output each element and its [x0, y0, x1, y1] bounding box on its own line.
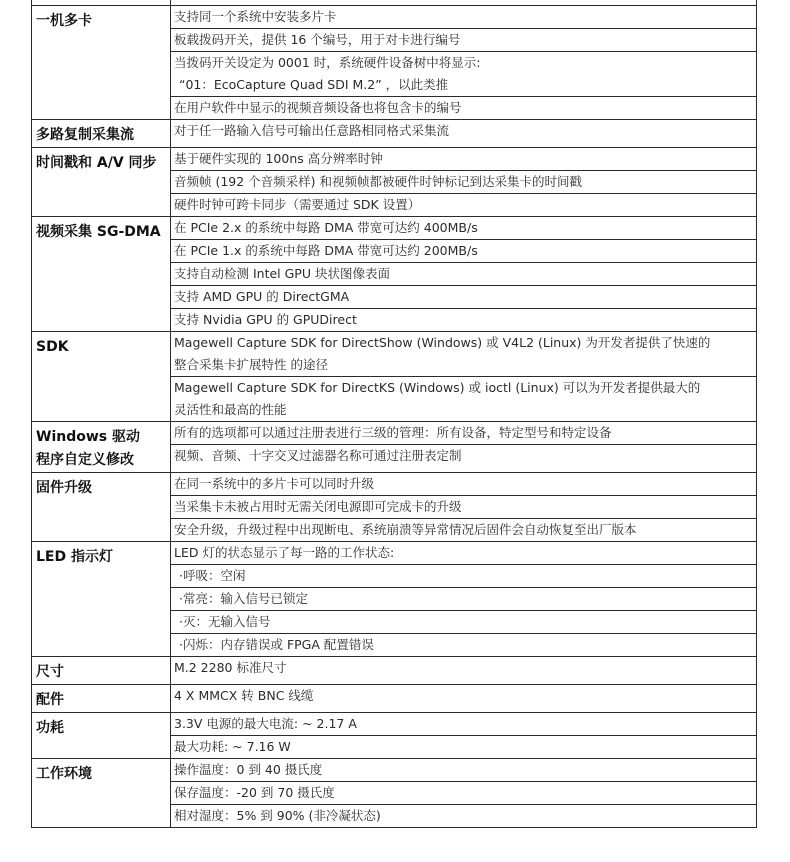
spec-table — [31, 0, 757, 828]
spec-value-line: 支持自动检测 Intel GPU 块状图像表面 — [171, 263, 756, 286]
spec-row — [32, 217, 757, 332]
spec-value-cell — [171, 473, 757, 542]
spec-value-line: 最大功耗: ~ 7.16 W — [174, 739, 291, 754]
spec-value-cell — [171, 657, 757, 685]
spec-value-cell — [171, 422, 757, 473]
spec-value-line: 板载拨码开关，提供 16 个编号，用于对卡进行编号 — [171, 29, 756, 52]
spec-value-line: LED 灯的状态显示了每一路的工作状态: — [171, 542, 756, 565]
spec-value-cell — [171, 6, 757, 120]
spec-value-line — [171, 0, 756, 5]
spec-value-line: 灵活性和最高的性能 — [174, 402, 287, 417]
spec-value-line: 当拨码开关设定为 0001 时，系统硬件设备树中将显示: — [174, 55, 481, 70]
spec-value-line: 支持 Nvidia GPU 的 GPUDirect — [174, 312, 357, 327]
spec-label: 一机多卡 — [36, 13, 92, 29]
spec-value-line: 对于任一路输入信号可输出任意路相同格式采集流 — [174, 123, 450, 138]
spec-value-line: M.2 2280 标准尺寸 — [174, 660, 287, 675]
spec-label-cell — [32, 657, 171, 685]
spec-value-line: 3.3V 电源的最大电流: ~ 2.17 A — [171, 713, 756, 736]
spec-value-cell — [171, 332, 757, 422]
spec-value-line: 当采集卡未被占用时无需关闭电源即可完成卡的升级 — [171, 496, 756, 519]
spec-label: 功耗 — [36, 720, 64, 736]
spec-value-line: 整合采集卡扩展特性 的途径 — [171, 354, 756, 377]
spec-value-cell — [171, 120, 757, 148]
spec-label-cell — [32, 6, 171, 120]
spec-value-line: ·闪烁：内存错误或 FPGA 配置错误 — [179, 637, 374, 652]
spec-value-line: 安全升级，升级过程中出现断电、系统崩溃等异常情况后固件会自动恢复至出厂版本 — [174, 522, 637, 537]
spec-table-container — [31, 0, 757, 828]
spec-value-line: ·常亮：输入信号已锁定 — [171, 588, 756, 611]
spec-row — [32, 422, 757, 473]
spec-value-line: 支持同一个系统中安装多片卡 — [171, 6, 756, 29]
spec-value-line: 支持 AMD GPU 的 DirectGMA — [171, 286, 756, 309]
spec-label: Windows 驱动 — [36, 429, 140, 445]
spec-label: 固件升级 — [36, 480, 92, 496]
spec-row — [32, 6, 757, 120]
spec-label: 视频采集 SG-DMA — [36, 224, 161, 240]
spec-label: 尺寸 — [36, 664, 64, 680]
spec-label-cell — [32, 120, 171, 148]
spec-value-line: ·灭：无输入信号 — [171, 611, 756, 634]
spec-value-line: 在同一系统中的多片卡可以同时升级 — [171, 473, 756, 496]
spec-value-cell — [171, 148, 757, 217]
spec-row — [32, 332, 757, 422]
spec-value-line: 视频、音频、十字交叉过滤器名称可通过注册表定制 — [174, 448, 462, 463]
spec-value-cell — [171, 759, 757, 828]
spec-label: 配件 — [36, 692, 64, 708]
spec-label-cell — [32, 542, 171, 657]
spec-value-line: 音频帧 (192 个音频采样) 和视频帧都被硬件时钟标记到达采集卡的时间戳 — [171, 171, 756, 194]
spec-value-line: 相对湿度：5% 到 90% (非冷凝状态) — [174, 808, 381, 823]
spec-row — [32, 657, 757, 685]
spec-value-cell — [171, 217, 757, 332]
spec-row — [32, 713, 757, 759]
spec-label-cell — [32, 759, 171, 828]
spec-value-cell — [171, 685, 757, 713]
spec-value-line: “01：EcoCapture Quad SDI M.2” ，以此类推 — [171, 74, 756, 97]
spec-label-cell — [32, 473, 171, 542]
spec-value-line: 在 PCIe 1.x 的系统中每路 DMA 带宽可达约 200MB/s — [171, 240, 756, 263]
spec-row — [32, 473, 757, 542]
spec-value-line: 在 PCIe 2.x 的系统中每路 DMA 带宽可达约 400MB/s — [171, 217, 756, 240]
spec-label-cell — [32, 217, 171, 332]
spec-label-cell — [32, 422, 171, 473]
spec-value-line: 在用户软件中显示的视频音频设备也将包含卡的编号 — [174, 100, 462, 115]
spec-value-cell — [171, 542, 757, 657]
spec-row — [32, 148, 757, 217]
spec-value-line: 操作温度：0 到 40 摄氏度 — [171, 759, 756, 782]
spec-value-line: 所有的选项都可以通过注册表进行三级的管理：所有设备，特定型号和特定设备 — [171, 422, 756, 445]
spec-value-line: 基于硬件实现的 100ns 高分辨率时钟 — [171, 148, 756, 171]
spec-label-cell — [32, 713, 171, 759]
spec-label: 多路复制采集流 — [36, 127, 134, 143]
spec-row — [32, 120, 757, 148]
spec-label-cell — [32, 148, 171, 217]
spec-row — [32, 759, 757, 828]
spec-table-body — [32, 0, 757, 828]
spec-value-line: 保存温度：-20 到 70 摄氏度 — [171, 782, 756, 805]
spec-value-cell — [171, 713, 757, 759]
spec-row — [32, 542, 757, 657]
spec-label: 工作环境 — [36, 766, 92, 782]
spec-label-cell — [32, 332, 171, 422]
spec-row — [32, 685, 757, 713]
spec-label: 程序自定义修改 — [36, 452, 134, 468]
spec-value-line: 4 X MMCX 转 BNC 线缆 — [174, 688, 314, 703]
spec-value-line: ·呼吸：空闲 — [171, 565, 756, 588]
spec-value-line: Magewell Capture SDK for DirectShow (Windows) 或 V4L2 (Linux) 为开发者提供了快速的 — [174, 335, 711, 350]
spec-label: SDK — [36, 339, 69, 355]
spec-label-cell — [32, 685, 171, 713]
spec-value-line: 硬件时钟可跨卡同步（需要通过 SDK 设置） — [174, 197, 421, 212]
spec-value-line: Magewell Capture SDK for DirectKS (Windows) 或 ioctl (Linux) 可以为开发者提供最大的 — [174, 380, 701, 395]
spec-label: 时间戳和 A/V 同步 — [36, 155, 157, 171]
spec-label: LED 指示灯 — [36, 549, 113, 565]
